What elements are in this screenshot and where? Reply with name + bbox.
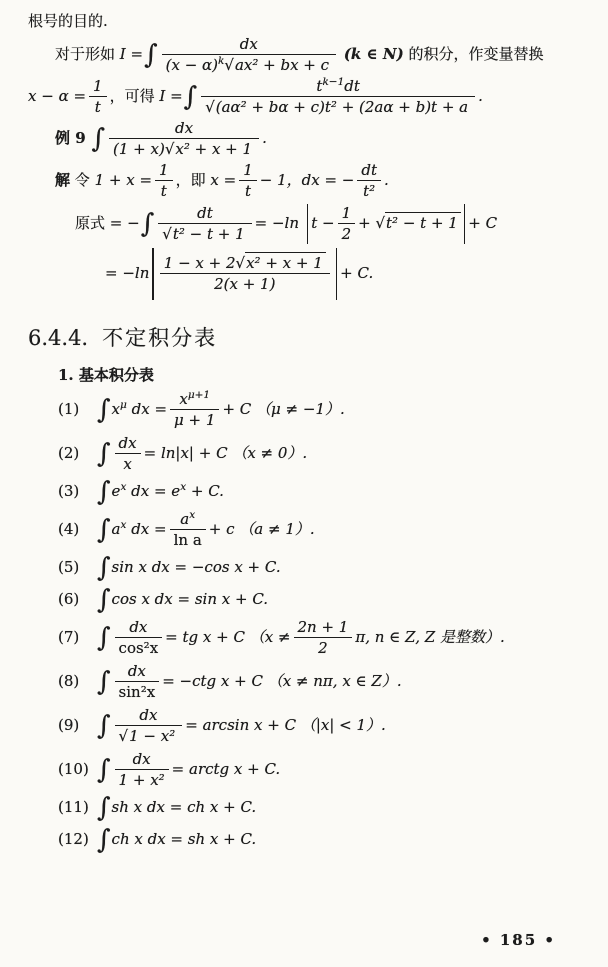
fraction: [89, 78, 107, 116]
denominator: [115, 726, 183, 745]
sqrt-sign: √: [224, 56, 234, 74]
cn-text: 根号的目的.: [28, 12, 108, 30]
denominator: [109, 139, 259, 158]
item-number: (12): [58, 829, 89, 848]
denominator: ln a: [173, 531, 202, 549]
fraction: [239, 162, 257, 200]
fraction: [201, 75, 475, 116]
solution-line: [55, 162, 588, 200]
math-text: − 1，dx = −: [259, 170, 355, 189]
fraction: [294, 619, 353, 657]
item-number: (5): [58, 557, 80, 576]
item-number: (9): [58, 715, 80, 734]
math-text: .: [262, 128, 267, 147]
numerator: [160, 255, 330, 275]
math-text: = −: [109, 213, 140, 232]
exponent: x: [120, 518, 127, 531]
integral-item: [58, 476, 588, 507]
exponent: k: [218, 55, 225, 67]
denominator: [201, 97, 475, 116]
fraction: [170, 508, 206, 549]
integral-sign: ∫: [97, 514, 111, 545]
integral-sign: ∫: [97, 710, 111, 741]
math-text: sh x dx = ch x + C.: [111, 797, 257, 816]
exponent: x: [180, 480, 187, 493]
denominator: 2: [341, 225, 352, 243]
denominator: t: [160, 182, 167, 200]
math-text: = arcsin x + C （|x| < 1）.: [185, 715, 386, 734]
sqrt-sign: √: [205, 98, 215, 116]
exponent: x: [189, 508, 196, 521]
math-text: + C: [468, 213, 498, 232]
numerator: dx: [115, 751, 169, 771]
fraction: [160, 255, 330, 293]
math-text: I =: [119, 44, 144, 63]
radicand: t² − t + 1: [385, 212, 461, 232]
fraction: [115, 663, 160, 701]
item-number: (10): [58, 759, 89, 778]
sqrt-sign: √: [162, 225, 172, 243]
numerator: [170, 388, 219, 411]
fraction: [155, 162, 173, 200]
numerator: 1: [338, 205, 356, 225]
exponent: μ+1: [187, 388, 211, 401]
radicand: 1 − x²: [128, 725, 178, 745]
integral-sign: ∫: [97, 666, 111, 697]
abs-bar: [336, 248, 337, 300]
numerator: dx: [115, 619, 163, 639]
math-text: = tg x + C （x ≠: [165, 627, 291, 646]
exponent: μ: [120, 398, 127, 411]
cn-text: 对于形如: [55, 44, 116, 63]
radicand: x² + x + 1: [174, 138, 255, 158]
cn-text: 令: [74, 170, 90, 189]
integral-sign: ∫: [97, 584, 111, 615]
fraction: [115, 435, 141, 473]
integral-item: [58, 792, 588, 823]
numerator: dt: [357, 162, 381, 182]
math-text: = −ctg x + C （x ≠ nπ, x ∈ Z）.: [162, 671, 402, 690]
numerator: [201, 75, 475, 98]
item-number: (4): [58, 519, 80, 538]
item-number: (11): [58, 797, 89, 816]
item-number: (3): [58, 481, 80, 500]
fraction: [158, 205, 251, 243]
denominator: x: [123, 455, 132, 473]
cn-text: 的积分，作变量替换: [408, 44, 544, 63]
sqrt-sign: √: [375, 213, 386, 232]
math-text: .: [478, 86, 483, 105]
fraction: [162, 36, 336, 74]
denominator: 2(x + 1): [214, 275, 276, 293]
integral-sign: ∫: [183, 81, 198, 112]
math-text: = ln|x| + C （x ≠ 0）.: [143, 443, 308, 462]
sqrt-sign: √: [118, 727, 129, 745]
math-text: (k ∈ N): [343, 44, 404, 63]
math-text: e: [111, 481, 121, 500]
fraction: [170, 388, 219, 429]
integral-item: [58, 388, 588, 429]
math-text: dx =: [131, 519, 167, 538]
item-number: (1): [58, 399, 80, 418]
integral-sign: ∫: [97, 476, 111, 507]
numerator: 1: [89, 78, 107, 98]
math-text: sin x dx = −cos x + C.: [111, 557, 281, 576]
integral-item: [58, 552, 588, 583]
fraction: [357, 162, 381, 200]
solution-label: 解: [55, 170, 71, 189]
math-text: + C.: [190, 481, 224, 500]
math-text: dx =: [131, 399, 168, 418]
fraction: [115, 751, 169, 789]
fraction: [109, 120, 259, 158]
math-text: + C.: [340, 263, 374, 282]
formula-paragraph-1: [55, 36, 588, 74]
abs-bar: [307, 204, 308, 244]
integral-sign: ∫: [144, 39, 158, 70]
fraction: [115, 707, 183, 745]
integral-item: [58, 751, 588, 789]
item-number: (7): [58, 627, 80, 646]
math-text: 1 − x + 2: [163, 253, 236, 272]
denominator: [158, 224, 251, 243]
denominator: 1 + x²: [118, 771, 165, 789]
cn-text: 原式: [75, 213, 106, 232]
example-line: [55, 120, 588, 158]
section-heading: [28, 322, 588, 352]
math-text: x =: [210, 170, 237, 189]
numerator: [170, 508, 206, 531]
denominator: [162, 55, 336, 74]
cn-text: ，即: [175, 170, 206, 189]
derivation-line-1: [75, 204, 588, 244]
math-text: cos x dx = sin x + C.: [111, 589, 269, 608]
math-text: + C （μ ≠ −1）.: [222, 399, 345, 418]
radicand: t² − t + 1: [172, 223, 248, 243]
numerator: 1: [155, 162, 173, 182]
denominator: 2: [318, 639, 328, 657]
numerator: dx: [109, 120, 259, 140]
math-text: 1 + x =: [94, 170, 153, 189]
math-text: = −ln: [254, 213, 300, 232]
integral-item: [58, 508, 588, 549]
section-title: 不定积分表: [102, 325, 218, 350]
math-text: a: [180, 509, 190, 528]
integral-sign: ∫: [97, 552, 111, 583]
section-number: 6.4.4.: [28, 325, 89, 350]
numerator: 2n + 1: [294, 619, 353, 639]
integral-item: [58, 707, 588, 745]
item-number: (6): [58, 589, 80, 608]
sqrt-sign: √: [235, 253, 246, 272]
numerator: dx: [162, 36, 336, 56]
math-text: t: [316, 76, 323, 95]
integral-item: [58, 619, 588, 657]
radicand: ax² + bx + c: [234, 54, 332, 74]
radicand: x² + x + 1: [245, 252, 326, 272]
integral-sign: ∫: [97, 754, 111, 785]
integral-item: [58, 584, 588, 615]
math-text: ch x dx = sh x + C.: [111, 829, 257, 848]
abs-bar: [152, 248, 153, 300]
fraction: [115, 619, 163, 657]
item-number: (8): [58, 671, 80, 690]
numerator: dx: [115, 663, 160, 683]
denominator: μ + 1: [174, 411, 216, 429]
math-text: a: [111, 519, 121, 538]
math-text: + c （a ≠ 1）.: [208, 519, 315, 538]
math-text: dx = e: [131, 481, 181, 500]
section-subheading: 1. 基本积分表: [58, 365, 154, 384]
formula-paragraph-2: [28, 75, 588, 116]
math-text: π, n ∈ Z, Z 是整数）.: [355, 627, 505, 646]
denominator: sin²x: [118, 683, 156, 701]
page-number: • 185 •: [481, 931, 556, 949]
integral-sign: ∫: [97, 438, 111, 469]
cn-text: ，可得: [109, 86, 155, 105]
integral-sign: ∫: [97, 622, 111, 653]
integral-item: [58, 824, 588, 855]
denominator: cos²x: [118, 639, 159, 657]
math-text: x − α =: [28, 86, 87, 105]
sqrt-sign: √: [164, 140, 175, 158]
denominator: t²: [363, 182, 376, 200]
derivation-line-2: [105, 248, 588, 300]
math-text: I =: [159, 86, 183, 105]
integral-sign: ∫: [140, 208, 155, 239]
math-text: x: [111, 399, 121, 418]
integral-item: [58, 435, 588, 473]
numerator: dt: [158, 205, 251, 225]
integral-item: [58, 663, 588, 701]
fraction: [338, 205, 356, 243]
math-text: = −ln: [105, 263, 150, 282]
radicand: (aα² + bα + c)t² + (2aα + b)t + a: [215, 96, 471, 116]
math-text: (x − α): [165, 56, 219, 74]
numerator: dx: [115, 707, 183, 727]
integral-sign: ∫: [91, 123, 105, 154]
math-text: (1 + x): [113, 140, 165, 158]
exponent: k−1: [322, 75, 345, 88]
math-text: = arctg x + C.: [171, 759, 281, 778]
intro-line: [28, 12, 588, 32]
denominator: t: [244, 182, 251, 200]
math-text: t −: [311, 213, 335, 232]
math-text: .: [384, 170, 389, 189]
numerator: dx: [115, 435, 141, 455]
exponent: x: [120, 480, 127, 493]
math-text: x: [179, 389, 188, 408]
math-text: +: [358, 213, 371, 232]
numerator: 1: [239, 162, 257, 182]
integral-sign: ∫: [97, 792, 111, 823]
integral-sign: ∫: [97, 824, 111, 855]
abs-bar: [464, 204, 465, 244]
denominator: t: [94, 98, 101, 116]
integral-sign: ∫: [97, 394, 111, 425]
item-number: (2): [58, 443, 80, 462]
example-label: 例 9: [55, 128, 86, 147]
math-text: dt: [344, 76, 360, 95]
